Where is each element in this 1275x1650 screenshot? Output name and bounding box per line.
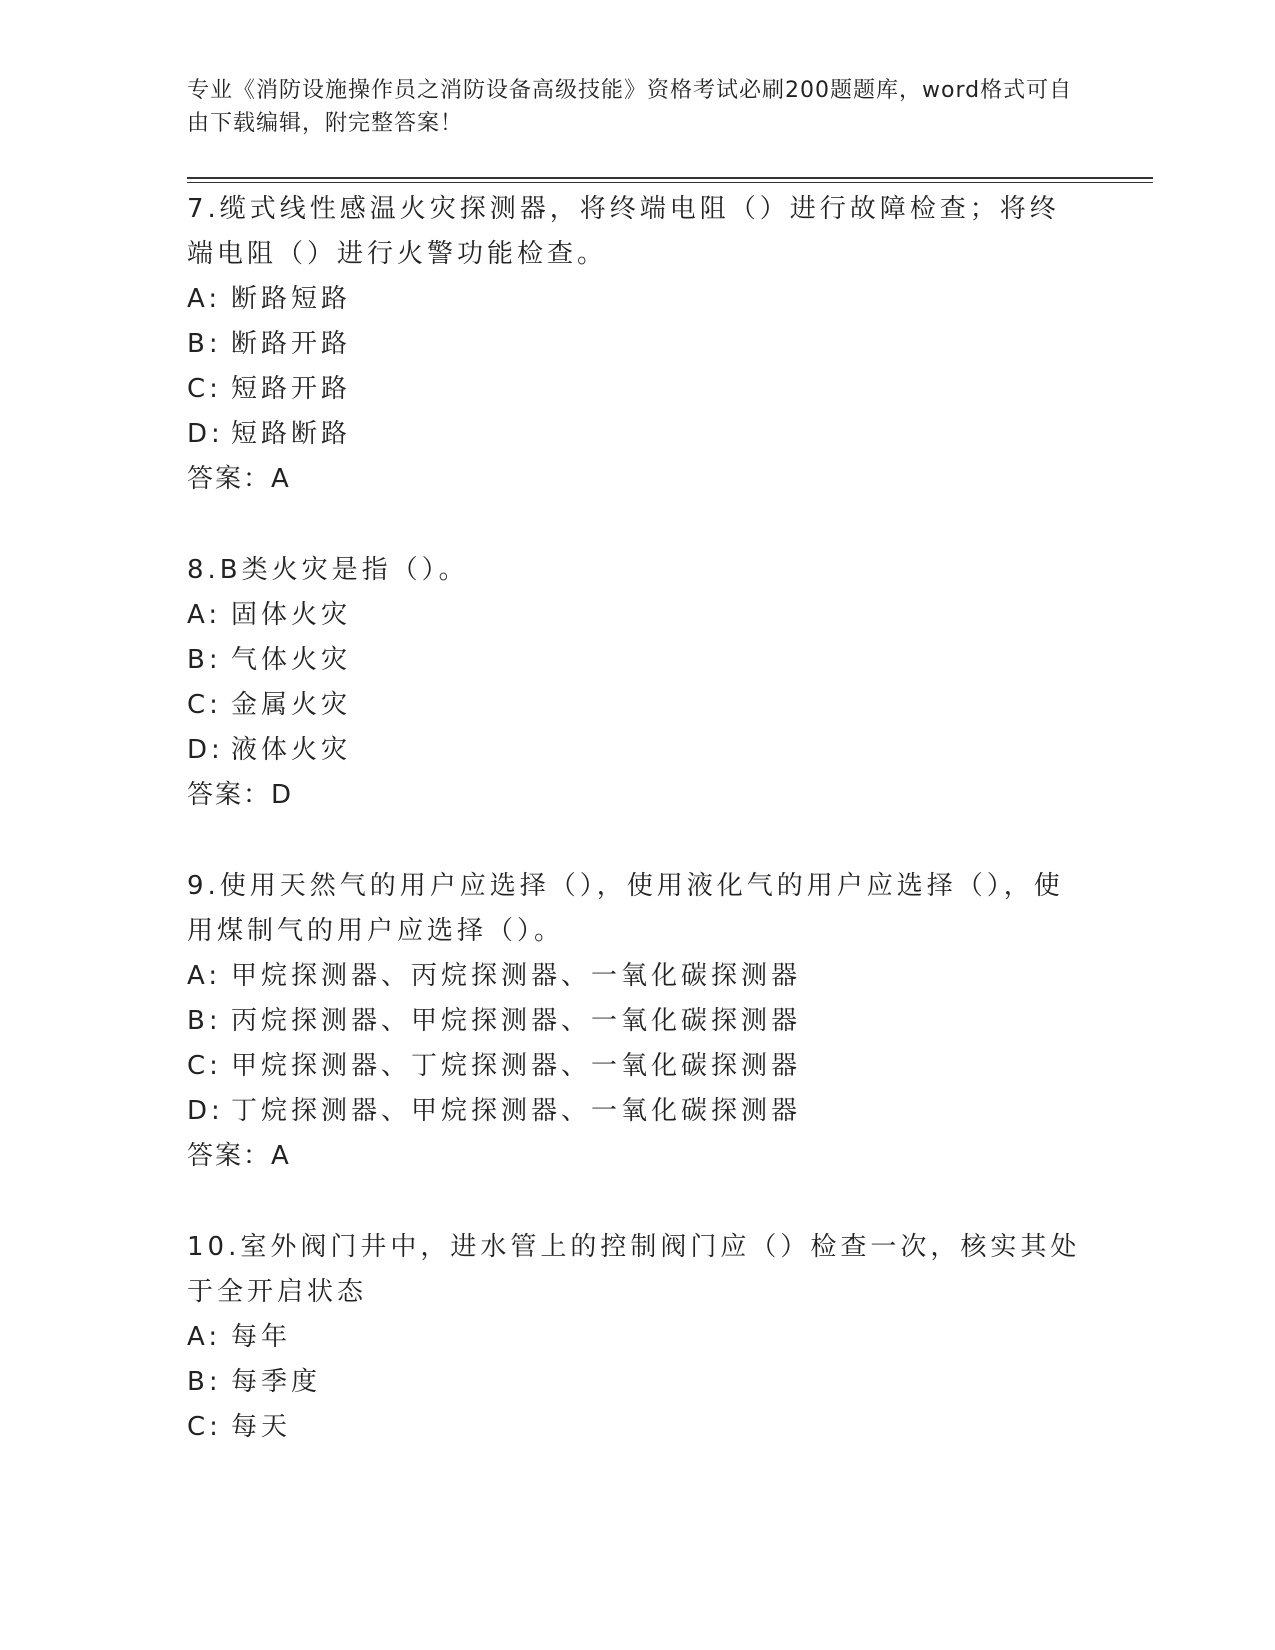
question-text: 9.使用天然气的用户应选择（），使用液化气的用户应选择（），使用煤制气的用户应选择（）。 xyxy=(187,871,1064,946)
option-text: 甲烷探测器、丙烷探测器、一氧化碳探测器 xyxy=(231,961,802,991)
option-d xyxy=(187,412,1087,457)
question-text: 8.B类火灾是指（）。 xyxy=(187,555,469,585)
option-key: B: xyxy=(187,1367,222,1397)
option-list xyxy=(187,593,1087,773)
option-b xyxy=(187,999,1087,1044)
option-key: B: xyxy=(187,329,222,359)
question-9 xyxy=(187,864,1087,1179)
option-list xyxy=(187,1315,1087,1450)
option-text: 气体火灾 xyxy=(231,645,352,675)
option-text: 丙烷探测器、甲烷探测器、一氧化碳探测器 xyxy=(231,1006,802,1036)
option-a xyxy=(187,954,1087,999)
option-key: A: xyxy=(187,284,222,314)
option-key: B: xyxy=(187,645,222,675)
option-a xyxy=(187,593,1087,638)
option-c xyxy=(187,683,1087,728)
option-key: A: xyxy=(187,1322,222,1352)
option-key: C: xyxy=(187,1412,222,1442)
option-key: C: xyxy=(187,374,222,404)
option-key: A: xyxy=(187,600,222,630)
question-text: 10.室外阀门井中，进水管上的控制阀门应（）检查一次，核实其处于全开启状态 xyxy=(187,1232,1081,1307)
option-d xyxy=(187,728,1087,773)
document-header: 专业《消防设施操作员之消防设备高级技能》资格考试必刷200题题库，word格式可自由下载编辑，附完整答案！ xyxy=(187,78,1073,136)
answer-line: 答案：A xyxy=(187,464,291,494)
option-a xyxy=(187,1315,1087,1360)
option-c xyxy=(187,1044,1087,1089)
option-c xyxy=(187,1405,1087,1450)
option-text: 每季度 xyxy=(231,1367,322,1397)
option-text: 金属火灾 xyxy=(231,690,352,720)
option-b xyxy=(187,1360,1087,1405)
option-key: D: xyxy=(187,735,224,765)
option-key: B: xyxy=(187,1006,222,1036)
option-text: 每年 xyxy=(231,1322,292,1352)
option-text: 每天 xyxy=(231,1412,292,1442)
question-list xyxy=(187,187,1087,1496)
option-key: C: xyxy=(187,1051,222,1081)
option-key: A: xyxy=(187,961,222,991)
option-text: 丁烷探测器、甲烷探测器、一氧化碳探测器 xyxy=(231,1096,802,1126)
question-text: 7.缆式线性感温火灾探测器，将终端电阻（）进行故障检查；将终端电阻（）进行火警功能检查。 xyxy=(187,194,1060,269)
option-text: 甲烷探测器、丁烷探测器、一氧化碳探测器 xyxy=(231,1051,802,1081)
option-list xyxy=(187,277,1087,457)
option-b xyxy=(187,638,1087,683)
question-8 xyxy=(187,548,1087,818)
option-key: D: xyxy=(187,419,224,449)
option-list xyxy=(187,954,1087,1134)
answer-line: 答案：A xyxy=(187,1141,291,1171)
option-text: 液体火灾 xyxy=(231,735,352,765)
question-7 xyxy=(187,187,1087,502)
option-text: 断路开路 xyxy=(231,329,352,359)
answer-line: 答案：D xyxy=(187,780,294,810)
option-text: 短路开路 xyxy=(231,374,352,404)
option-text: 短路断路 xyxy=(231,419,352,449)
question-10 xyxy=(187,1225,1087,1450)
header-divider-thick xyxy=(187,177,1153,179)
option-b xyxy=(187,322,1087,367)
option-a xyxy=(187,277,1087,322)
option-text: 断路短路 xyxy=(231,284,352,314)
option-c xyxy=(187,367,1087,412)
option-key: D: xyxy=(187,1096,224,1126)
option-text: 固体火灾 xyxy=(231,600,352,630)
header-divider-thin xyxy=(187,182,1153,183)
option-key: C: xyxy=(187,690,222,720)
option-d xyxy=(187,1089,1087,1134)
